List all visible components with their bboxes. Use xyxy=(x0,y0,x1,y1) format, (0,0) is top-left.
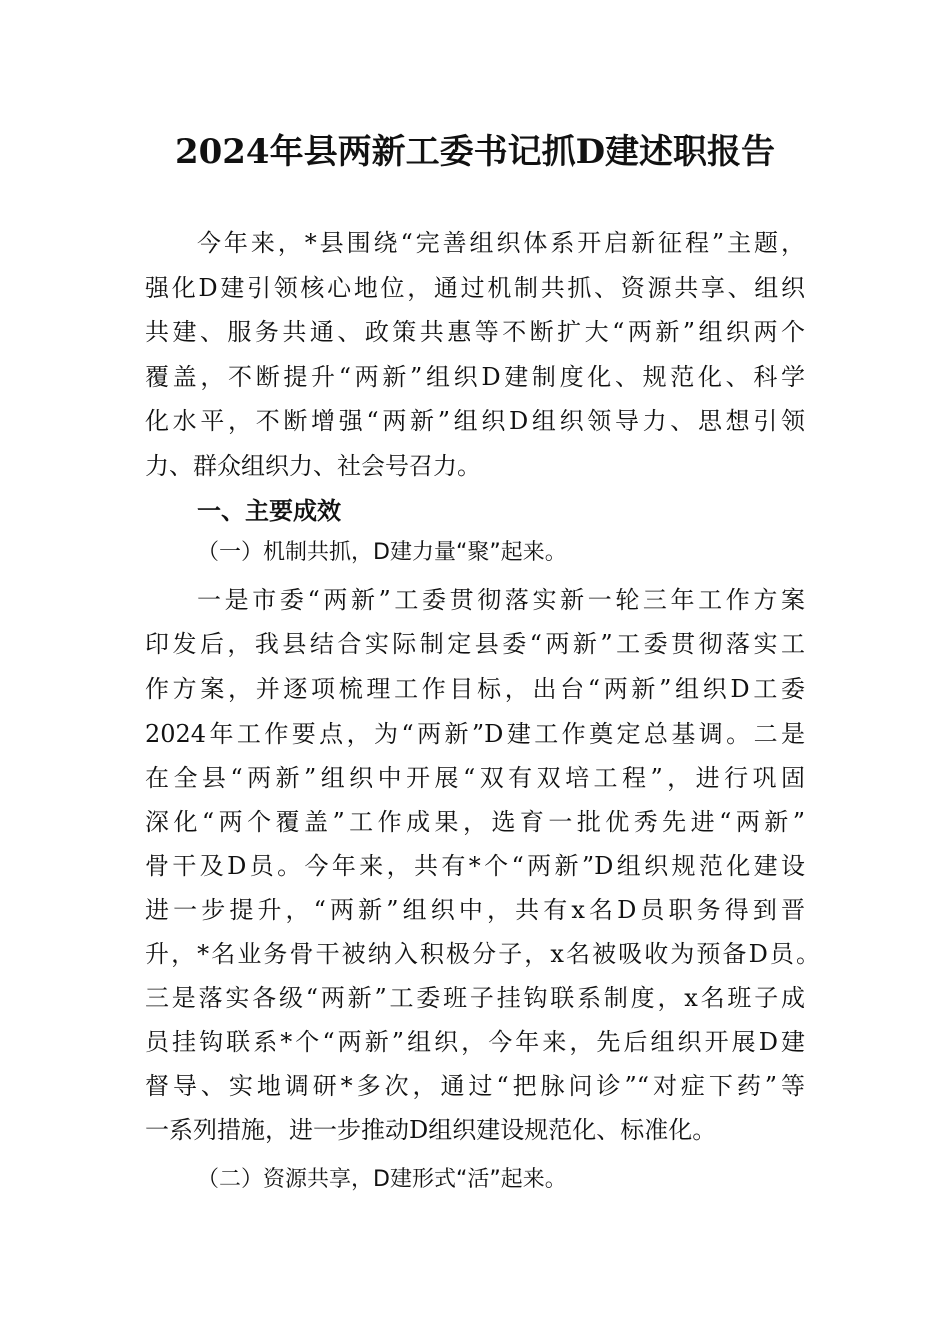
paragraph-line: 三是落实各级“两新”工委班子挂钩联系制度，x名班子成 xyxy=(145,984,805,1012)
paragraph-line: 强化D建引领核心地位，通过机制共抓、资源共享、组织 xyxy=(145,274,805,302)
paragraph-line: 今年来，*县围绕“完善组织体系开启新征程”主题， xyxy=(197,229,805,257)
paragraph-line: 一是市委“两新”工委贯彻落实新一轮三年工作方案 xyxy=(197,586,805,614)
paragraph-line: 2024年工作要点，为“两新”D建工作奠定总基调。二是 xyxy=(145,720,805,748)
paragraph-line: 深化“两个覆盖”工作成果，选育一批优秀先进“两新” xyxy=(145,808,805,836)
paragraph-line: 力、群众组织力、社会号召力。 xyxy=(145,452,481,480)
paragraph-line: 进一步提升，“两新”组织中，共有x名D员职务得到晋 xyxy=(145,896,805,924)
paragraph-line: 印发后，我县结合实际制定县委“两新”工委贯彻落实工 xyxy=(145,630,805,658)
section-heading: 一、主要成效 xyxy=(197,497,341,525)
document-title: 2024年县两新工委书记抓D建述职报告 xyxy=(174,132,776,172)
paragraph-line: 骨干及D员。今年来，共有*个“两新”D组织规范化建设 xyxy=(145,852,805,880)
subsection-heading: （二）资源共享，D建形式“活”起来。 xyxy=(197,1167,567,1192)
paragraph-line: 一系列措施，进一步推动D组织建设规范化、标准化。 xyxy=(145,1116,717,1144)
subsection-heading: （一）机制共抓，D建力量“聚”起来。 xyxy=(197,540,567,565)
paragraph-line: 共建、服务共通、政策共惠等不断扩大“两新”组织两个 xyxy=(145,318,805,346)
paragraph-line: 升，*名业务骨干被纳入积极分子，x名被吸收为预备D员。 xyxy=(145,940,820,968)
paragraph-line: 在全县“两新”组织中开展“双有双培工程”，进行巩固 xyxy=(145,764,805,792)
paragraph-line: 作方案，并逐项梳理工作目标，出台“两新”组织D工委 xyxy=(145,675,805,703)
paragraph-line: 化水平，不断增强“两新”组织D组织领导力、思想引领 xyxy=(145,407,805,435)
paragraph-line: 员挂钩联系*个“两新”组织，今年来，先后组织开展D建 xyxy=(145,1028,805,1056)
paragraph-line: 督导、实地调研*多次，通过“把脉问诊”“对症下药”等 xyxy=(145,1072,805,1100)
paragraph-line: 覆盖，不断提升“两新”组织D建制度化、规范化、科学 xyxy=(145,363,805,391)
